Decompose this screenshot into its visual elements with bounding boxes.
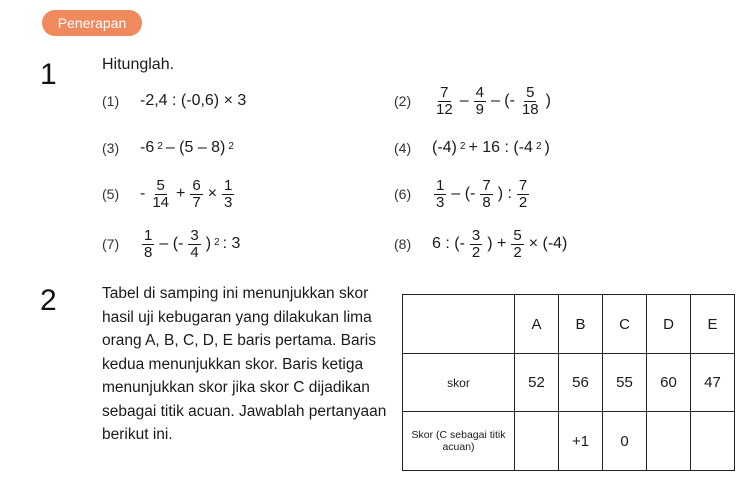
problem-label: (3) xyxy=(102,140,120,156)
fraction: $\frac{7}{8}$ xyxy=(482,176,491,211)
score-table xyxy=(402,294,735,471)
table-cell: +1 xyxy=(559,412,603,471)
fraction: $\frac{5}{2}$ xyxy=(513,226,522,261)
problem-label: (7) xyxy=(102,236,120,252)
problem-label: (8) xyxy=(394,236,412,252)
problem-8-expression: 6 : (- $\frac{3}{2}$ ) + $\frac{5}{2}$ × (-4) xyxy=(432,226,568,261)
table-header-cell: C xyxy=(603,295,647,354)
problem-2 xyxy=(394,81,551,121)
problem-1-expression: -2,4 : (-0,6) × 3 xyxy=(140,92,247,109)
problem-5 xyxy=(102,174,236,214)
fraction: $\frac{5}{14}$ xyxy=(152,176,170,211)
problem-7 xyxy=(102,224,240,264)
fraction: $\frac{1}{8}$ xyxy=(144,226,153,261)
problem-label: (6) xyxy=(394,186,412,202)
fraction: $\frac{1}{3}$ xyxy=(224,176,233,211)
problem-3-expression: -6 $^2$ – (5 – 8) $^2$ xyxy=(140,139,234,156)
problem-3 xyxy=(102,128,234,168)
fraction: $\frac{7}{2}$ xyxy=(518,176,528,211)
problem-label: (5) xyxy=(102,186,120,202)
table-header-cell xyxy=(403,295,515,354)
question-number-1: 1 xyxy=(40,58,57,91)
problem-1 xyxy=(102,81,246,121)
problem-label: (4) xyxy=(394,140,412,156)
table-cell xyxy=(515,412,559,471)
problem-5-expression: - $\frac{5}{14}$ + $\frac{6}{7}$ × $\frac{1}{3}$ xyxy=(140,176,233,211)
question-number-2: 2 xyxy=(40,284,57,317)
table-header-cell: A xyxy=(515,295,559,354)
question-2-text: Tabel di samping ini menunjukkan skor hasil uji kebugaran yang dilakukan lima orang A, B, C, D, E baris pertama. Baris kedua menunjukkan skor. Baris ketiga menunjukkan skor jika skor C dijadikan sebagai titik acuan. Jawablah pertanyaan berikut ini. xyxy=(102,285,387,443)
problem-2-expression: $\frac{7}{12}$ – $\frac{4}{9}$ – (- $\frac{5}{18}$ ) xyxy=(436,83,551,118)
fraction: $\frac{6}{7}$ xyxy=(192,176,201,211)
problem-8 xyxy=(394,224,567,264)
table-cell: 0 xyxy=(603,412,647,471)
table-row xyxy=(403,412,735,471)
table-cell: 60 xyxy=(647,354,691,412)
question-1-heading: Hitunglah. xyxy=(102,56,175,73)
problem-7-expression: $\frac{1}{8}$ – (- $\frac{3}{4}$ ) $^2$ : 3 xyxy=(144,226,241,261)
table-cell: Skor (C sebagai titik acuan) xyxy=(403,412,515,471)
section-badge: Penerapan xyxy=(42,10,142,36)
problem-4 xyxy=(394,128,550,168)
table-row xyxy=(403,354,735,412)
table-header-cell: E xyxy=(691,295,735,354)
fraction: $\frac{3}{4}$ xyxy=(190,226,199,261)
problem-label: (2) xyxy=(394,93,412,109)
table-cell: 55 xyxy=(603,354,647,412)
fraction: $\frac{1}{3}$ xyxy=(436,176,445,211)
fraction: $\frac{5}{18}$ xyxy=(521,83,539,118)
table-header-cell: D xyxy=(647,295,691,354)
table-cell xyxy=(691,412,735,471)
fraction: $\frac{3}{2}$ xyxy=(471,226,481,261)
fraction: $\frac{4}{9}$ xyxy=(475,83,484,118)
problem-4-expression: (-4) $^2$ + 16 : (-4 $^2$ ) xyxy=(432,139,550,156)
fraction: $\frac{7}{12}$ xyxy=(436,83,453,118)
table-cell: 52 xyxy=(515,354,559,412)
table-row xyxy=(403,295,735,354)
problem-6 xyxy=(394,174,531,214)
table-cell xyxy=(647,412,691,471)
problem-label: (1) xyxy=(102,93,120,109)
problem-6-expression: $\frac{1}{3}$ – (- $\frac{7}{8}$ ) : $\frac{7}{2}$ xyxy=(436,176,528,211)
table-cell: 56 xyxy=(559,354,603,412)
table-cell: 47 xyxy=(691,354,735,412)
table-cell: skor xyxy=(403,354,515,412)
table-header-cell: B xyxy=(559,295,603,354)
